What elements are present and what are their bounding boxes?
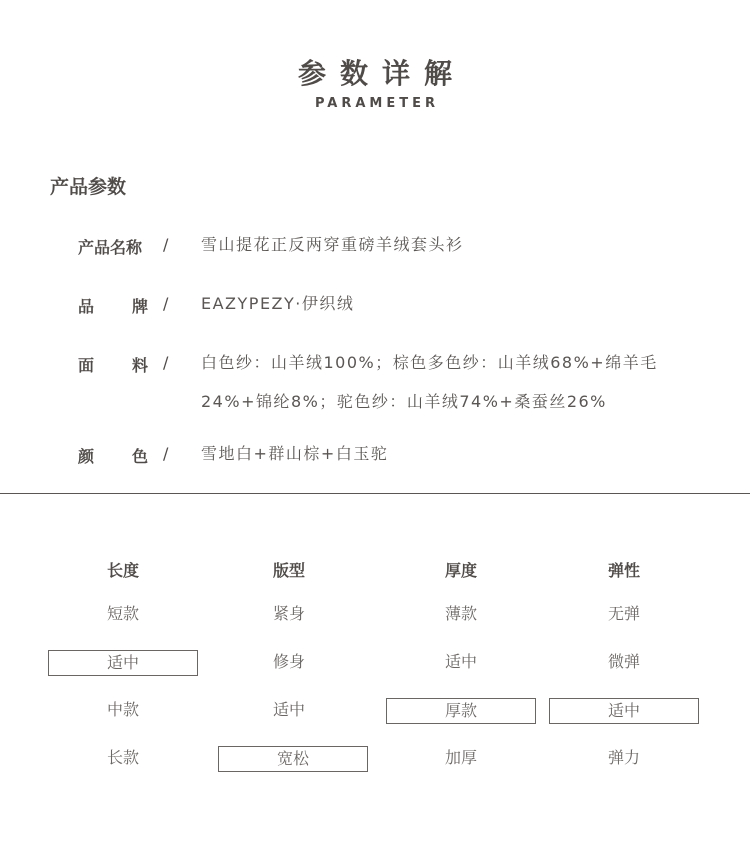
param-label-char: 料 [131, 356, 148, 375]
option-elasticity: 弹力 [607, 748, 640, 767]
param-label-char: 色 [131, 447, 148, 466]
param-label-char: 牌 [131, 297, 148, 316]
column-header-elasticity: 弹性 [607, 561, 640, 580]
option-fit: 适中 [272, 700, 305, 719]
option-thickness: 薄款 [444, 604, 477, 623]
page-title: 参数详解 [297, 57, 466, 90]
section-title: 产品参数 [50, 176, 127, 198]
option-thickness-selected: 厚款 [386, 698, 536, 724]
param-separator: / [163, 444, 169, 463]
param-label-color [78, 444, 148, 467]
param-separator: / [163, 294, 169, 313]
param-separator: / [163, 235, 169, 254]
column-header-thickness: 厚度 [444, 561, 477, 580]
option-length: 长款 [106, 748, 139, 767]
page-subtitle: PARAMETER [314, 96, 440, 111]
param-label-text: 产品名称 [78, 238, 143, 257]
column-header-fit: 版型 [272, 561, 305, 580]
param-label-char: 品 [78, 297, 95, 316]
param-value-brand: EAZYPEZY·伊织绒 [201, 294, 355, 313]
param-label-product-name [78, 235, 148, 258]
param-label-brand [78, 294, 148, 317]
param-value-material-line2: 24%+锦纶8%；驼色纱：山羊绒74%+桑蚕丝26% [201, 392, 607, 411]
option-fit: 修身 [272, 652, 305, 671]
param-separator: / [163, 353, 169, 372]
option-thickness: 加厚 [444, 748, 477, 767]
option-fit-selected: 宽松 [218, 746, 368, 772]
param-label-material [78, 353, 148, 376]
param-label-char: 面 [78, 356, 95, 375]
option-thickness: 适中 [444, 652, 477, 671]
option-fit: 紧身 [272, 604, 305, 623]
param-value-color: 雪地白+群山棕+白玉驼 [201, 444, 389, 463]
option-elasticity: 微弹 [607, 652, 640, 671]
param-value-product-name: 雪山提花正反两穿重磅羊绒套头衫 [201, 235, 464, 254]
option-length: 中款 [106, 700, 139, 719]
param-value-material-line1: 白色纱：山羊绒100%；棕色多色纱：山羊绒68%+绵羊毛 [201, 353, 658, 372]
option-elasticity: 无弹 [607, 604, 640, 623]
param-label-char: 颜 [78, 447, 95, 466]
option-length: 短款 [106, 604, 139, 623]
column-header-length: 长度 [106, 561, 139, 580]
divider [0, 493, 750, 494]
option-length-selected: 适中 [48, 650, 198, 676]
option-elasticity-selected: 适中 [549, 698, 699, 724]
